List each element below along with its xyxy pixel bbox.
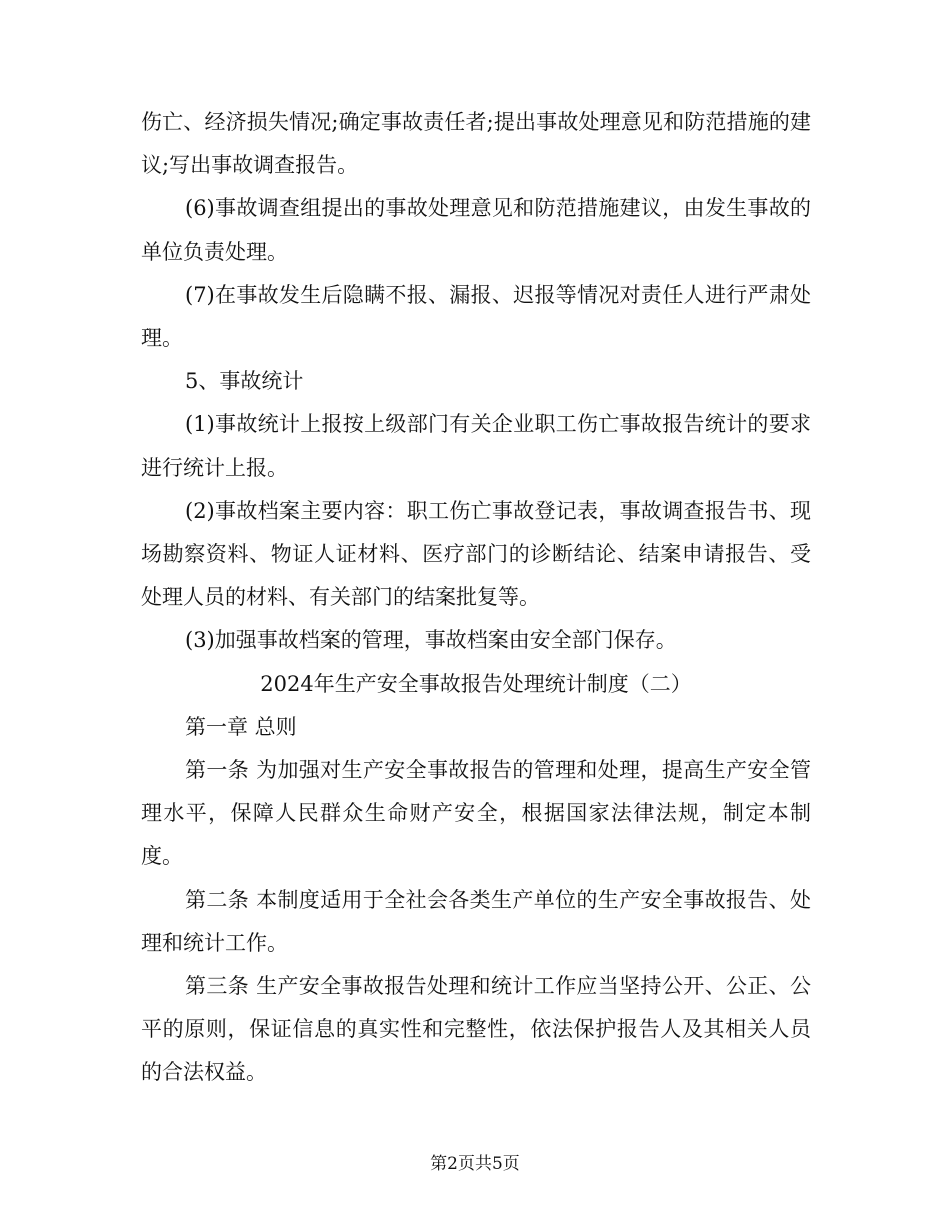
paragraph-stat-item-3: (3)加强事故档案的管理，事故档案由安全部门保存。 (185, 628, 677, 653)
section-title: 2024年生产安全事故报告处理统计制度（二） (260, 671, 692, 696)
paragraph-stat-item-2: (2)事故档案主要内容：职工伤亡事故登记表，事故调查报告书、现场勘察资料、物证人证材料、医疗部门的诊断结论、结案申请报告、受处理人员的材料、有关部门的结案批复等。 (141, 498, 811, 610)
page-footer: 第2页共5页 (430, 1154, 520, 1174)
paragraph-item-6: (6)事故调查组提出的事故处理意见和防范措施建议，由发生事故的单位负责处理。 (141, 196, 811, 264)
paragraph-item-7: (7)在事故发生后隐瞒不报、漏报、迟报等情况对责任人进行严肃处理。 (141, 282, 811, 351)
document-body (141, 101, 811, 1095)
article-2: 第二条 本制度适用于全社会各类生产单位的生产安全事故报告、处理和统计工作。 (141, 887, 811, 955)
article-1: 第一条 为加强对生产安全事故报告的管理和处理，提高生产安全管理水平，保障人民群众生命财产安全，根据国家法律法规，制定本制度。 (141, 758, 811, 869)
article-3: 第三条 生产安全事故报告处理和统计工作应当坚持公开、公正、公平的原则，保证信息的真实性和完整性，依法保护报告人及其相关人员的合法权益。 (141, 974, 811, 1085)
section-heading-accident-statistics: 5、事故统计 (185, 369, 304, 394)
paragraph-stat-item-1: (1)事故统计上报按上级部门有关企业职工伤亡事故报告统计的要求进行统计上报。 (141, 412, 811, 480)
chapter-heading: 第一章 总则 (185, 714, 297, 739)
paragraph-continuation: 伤亡、经济损失情况;确定事故责任者;提出事故处理意见和防范措施的建议;写出事故调查报告。 (141, 110, 811, 178)
